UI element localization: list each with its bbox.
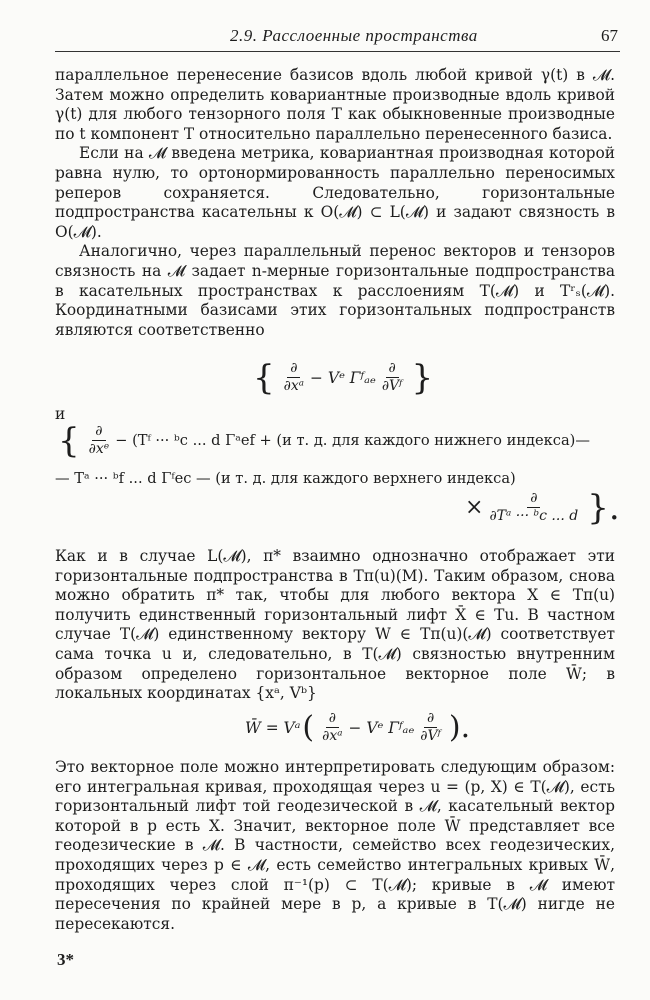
formula-2-line2-text: — Tᵃ ··· ᵇf ... d Γᶠec — (и т. д. для каждого верхнего индекса) [55,470,516,487]
frac-num: ∂ [326,710,339,728]
signature-mark: 3* [57,950,74,969]
formula-3-rparen: ). [448,709,471,745]
frac-den: ∂Vᶠ [381,378,403,394]
paragraph-3: Аналогично, через параллельный перенос векторов и тензоров связность на 𝓜 задает n-мерные горизонтальные подпространства в касательных пространствах к расслоениям T(𝓜) и Tʳₛ(𝓜). Координатными базисами этих горизонтальных подпространств являются соответственно [55,242,615,339]
frac-num: ∂ [527,490,540,508]
formula-2-lbrace: { [58,420,80,461]
formula-1-lbrace: { [253,357,275,398]
frac-den: ∂xᵉ [88,441,110,457]
header-rule [55,51,620,52]
running-title: 2.9. Расслоенные пространства [230,26,478,45]
text-block-bottom [55,758,615,934]
formula-2-line1-text: − (Tᶠ ··· ᵇc ... d Γᵃef + (и т. д. для каждого нижнего индекса)— [115,432,590,449]
formula-1-frac-2 [379,360,406,395]
and-word: и [55,405,66,423]
frac-num: ∂ [424,710,437,728]
and-line [55,405,615,425]
formula-2-line-2 [55,470,516,487]
formula-2-line-1 [55,420,590,461]
formula-3-mid: − Vᵉ Γᶠₐₑ [348,718,415,737]
formula-2-frac-3 [486,490,581,525]
formula-3-frac-2 [417,710,444,745]
formula-3-frac-1 [319,710,345,745]
text-block-top [55,66,615,340]
formula-1-mid: − Vᵉ Γᶠₐₑ [310,368,376,387]
formula-3-lparen: ( [302,709,315,745]
formula-2-times: × [465,495,484,520]
formula-3 [245,710,472,745]
paragraph-4: Как и в случае L(𝓜), π* взаимно однозначно отображает эти горизонтальные подпространства в Tπ(u)(M). Таким образом, снова можно обратить π* так, чтобы для любого вектора X ∈ Tπ(u) получить единственный горизонтальный лифт X̄ ∈ Tu. В частном случае T(𝓜) единственному вектору W ∈ Tπ(u)(𝓜) соответствует сама точка u и, следовательно, в T(𝓜) связностью внутренним образом определено горизонтальное векторное поле W̄; в локальных координатах {xᵃ, Vᵇ} [55,547,615,703]
formula-2-frac-1 [86,423,113,458]
paragraph-5: Это векторное поле можно интерпретировать следующим образом: его интегральная кривая, проходящая через u = (p, X) ∈ T(𝓜), есть горизонтальный лифт той геодезической в 𝓜, касательный вектор которой в p есть X. Значит, векторное поле W̄ представляет все геодезические в 𝓜. В частности, семейство всех геодезических, проходящих через p ∈ 𝓜, есть семейство интегральных кривых W̄, проходящих через слой π⁻¹(p) ⊂ T(𝓜); кривые в 𝓜 имеют пересечения по крайней мере в p, а кривые в T(𝓜) нигде не пересекаются. [55,758,615,933]
frac-num: ∂ [287,360,300,378]
frac-den: ∂xᵃ [283,378,305,394]
frac-den: ∂xᵃ [322,728,343,744]
frac-den: ∂Vᶠ [420,728,441,744]
formula-1-frac-1 [281,360,307,395]
frac-num: ∂ [386,360,399,378]
frac-den: ∂Tᵃ ··· ᵇc ... d [489,508,579,524]
formula-2-line-3 [465,487,623,528]
formula-3-lhs: W̄ = Vᵃ [245,718,301,737]
formula-2-rbrace: }. [587,487,620,528]
paragraph-1: параллельное перенесение базисов вдоль любой кривой γ(t) в 𝓜. Затем можно определить ковариантные производные вдоль кривой γ(t) для любого тензорного поля T как обыкновенные производные по t компонент T относительно параллельно перенесенного базиса. [55,66,615,143]
frac-num: ∂ [92,423,105,441]
page-number: 67 [601,26,618,45]
text-block-middle [55,547,615,704]
paragraph-2: Если на 𝓜 введена метрика, ковариантная производная которой равна нулю, то ортонормированность параллельно переносимых реперов сохраняется. Следовательно, горизонтальные подпространства касательны к O(𝓜) ⊂ L(𝓜) и задают связность в O(𝓜). [55,144,615,241]
formula-1 [250,357,436,398]
running-header [55,18,620,48]
formula-1-rbrace: } [411,357,434,398]
